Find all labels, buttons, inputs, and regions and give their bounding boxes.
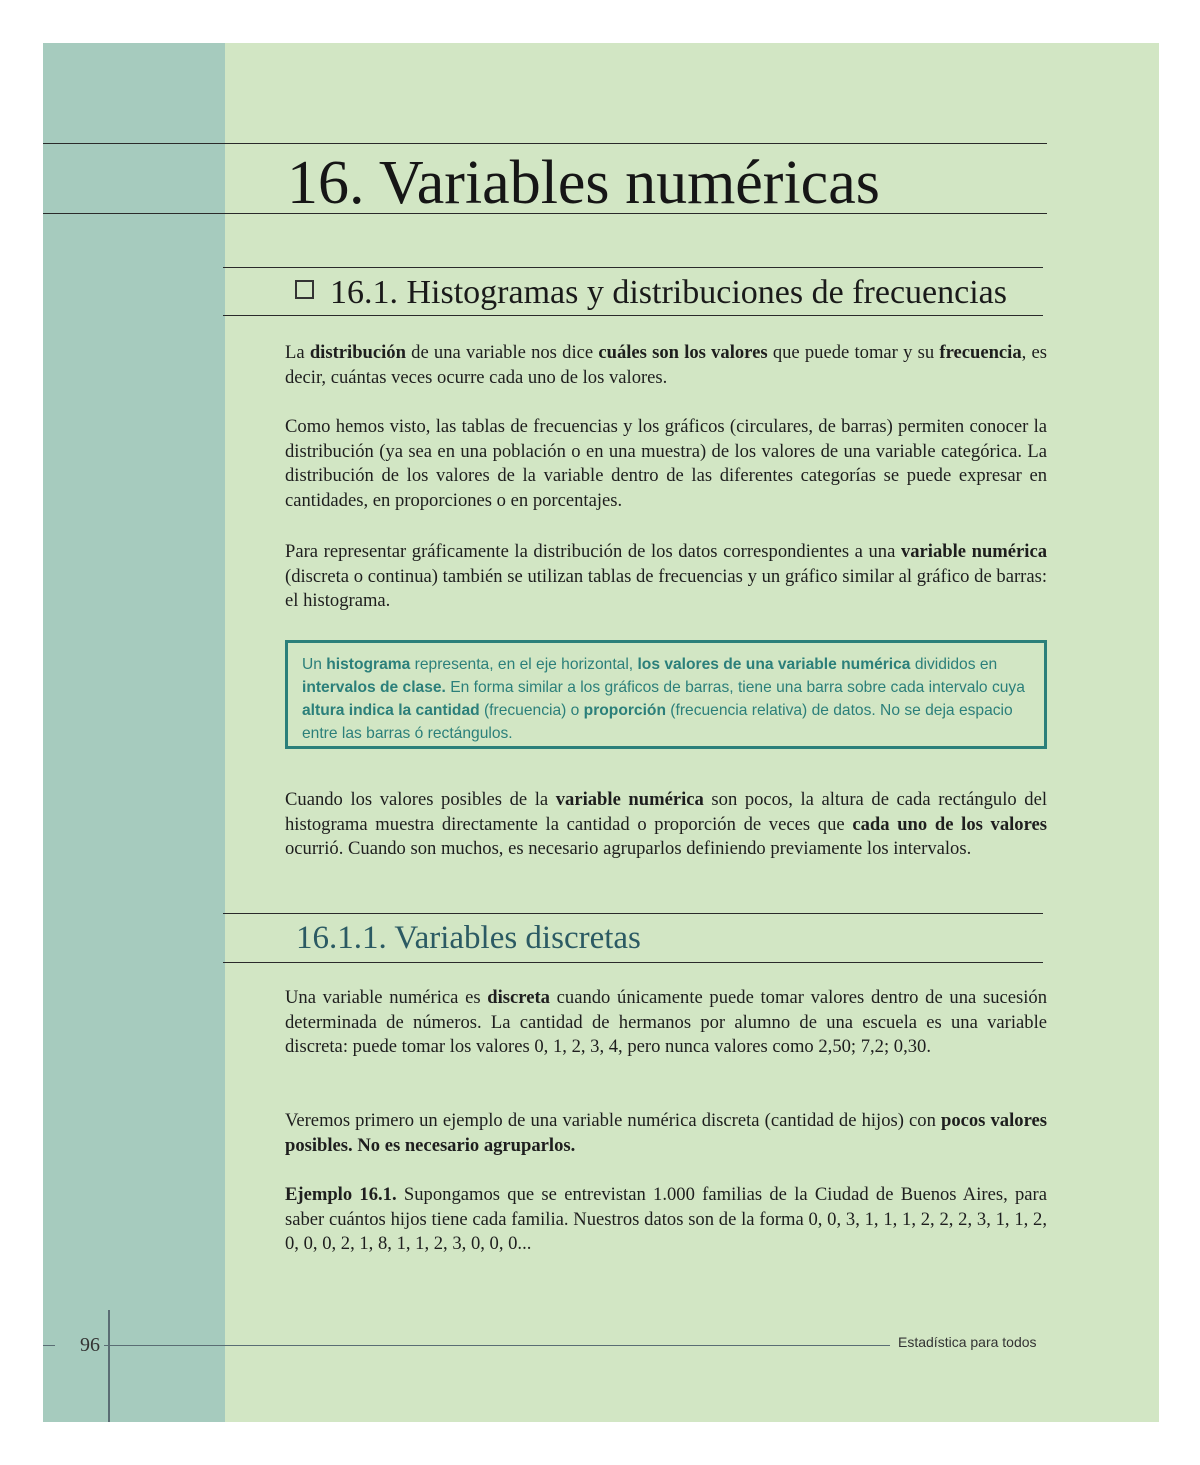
section-rule-bottom	[223, 315, 1043, 316]
chapter-title: 16. Variables numéricas	[287, 149, 880, 217]
term-cuales-son-los-valores: cuáles son los valores	[598, 342, 768, 363]
paragraph-discrete-example-intro: Veremos primero un ejemplo de una variable numérica discreta (cantidad de hijos) con pocos valores posibles. No es necesario agruparlos.	[285, 1110, 1047, 1156]
left-sidebar-band	[43, 43, 225, 1422]
example-label: Ejemplo 16.1.	[285, 1184, 397, 1205]
square-bullet-icon	[295, 280, 314, 299]
section-heading	[295, 272, 1007, 314]
footer-rule-left	[43, 1345, 55, 1346]
subsection-title: 16.1.1. Variables discretas	[296, 920, 641, 956]
section-rule-top	[223, 267, 1043, 268]
subsection-rule-bottom	[223, 962, 1043, 963]
paragraph-example-16-1: Ejemplo 16.1. Supongamos que se entrevistan 1.000 familias de la Ciudad de Buenos Aires, para saber cuántos hijos tiene cada familia. Nuestros datos son de la forma 0, 0, 3, 1, 1, 1, 2, 2, 2, 3, 1, 1, 2, 0, 0, 0, 2, 1, 8, 1, 1, 2, 3, 0, 0, 0...	[285, 1184, 1047, 1254]
term-distribucion: distribución	[309, 342, 406, 363]
paragraph-discrete-definition: Una variable numérica es discreta cuando únicamente puede tomar valores dentro de una sucesión determinada de números. La cantidad de hermanos por alumno de una escuela es una variable discreta: puede tomar los valores 0, 1, 2, 3, 4, pero nunca valores como 2,50; 7,2; 0,30.	[285, 987, 1047, 1057]
histogram-definition-box: Un histograma representa, en el eje horizontal, los valores de una variable numérica divididos en intervalos de clase. En forma similar a los gráficos de barras, tiene una barra sobre cada intervalo cuya altura indica la cantidad (frecuencia) o proporción (frecuencia relativa) de datos. No se deja espacio entre las barras ó rectángulos.	[285, 640, 1047, 749]
paragraph-distribution-intro: La distribución de una variable nos dice cuáles son los valores que puede tomar y su frecuencia, es decir, cuántas veces ocurre cada uno de los valores.	[285, 342, 1047, 388]
subsection-rule-top	[223, 913, 1043, 914]
paragraph-histogram-intro: Para representar gráficamente la distribución de los datos correspondientes a una variable numérica (discreta o continua) también se utilizan tablas de frecuencias y un gráfico similar al gráfico de barras: el histograma.	[285, 541, 1048, 611]
term-frecuencia: frecuencia	[939, 342, 1022, 363]
section-title: 16.1. Histogramas y distribuciones de frecuencias	[330, 274, 1007, 311]
footer-vertical-rule	[108, 1310, 110, 1422]
paragraph-few-values: Cuando los valores posibles de la variable numérica son pocos, la altura de cada rectángulo del histograma muestra directamente la cantidad o proporción de veces que cada uno de los valores ocurrió. Cuando son muchos, es necesario agruparlos definiendo previamente los intervalos.	[285, 789, 1047, 859]
paragraph-frequency-tables: Como hemos visto, las tablas de frecuencias y los gráficos (circulares, de barras) permiten conocer la distribución (ya sea en una población o en una muestra) de los valores de una variable categórica. La distribución de los valores de la variable dentro de las diferentes categorías se puede expresar en cantidades, en proporciones o en porcentajes.	[285, 416, 1047, 511]
footer-rule	[104, 1345, 890, 1346]
book-title-footer: Estadística para todos	[898, 1334, 1037, 1350]
page-number: 96	[80, 1334, 100, 1356]
term-variable-numerica: variable numérica	[900, 541, 1048, 562]
chapter-rule-top	[43, 143, 1047, 144]
